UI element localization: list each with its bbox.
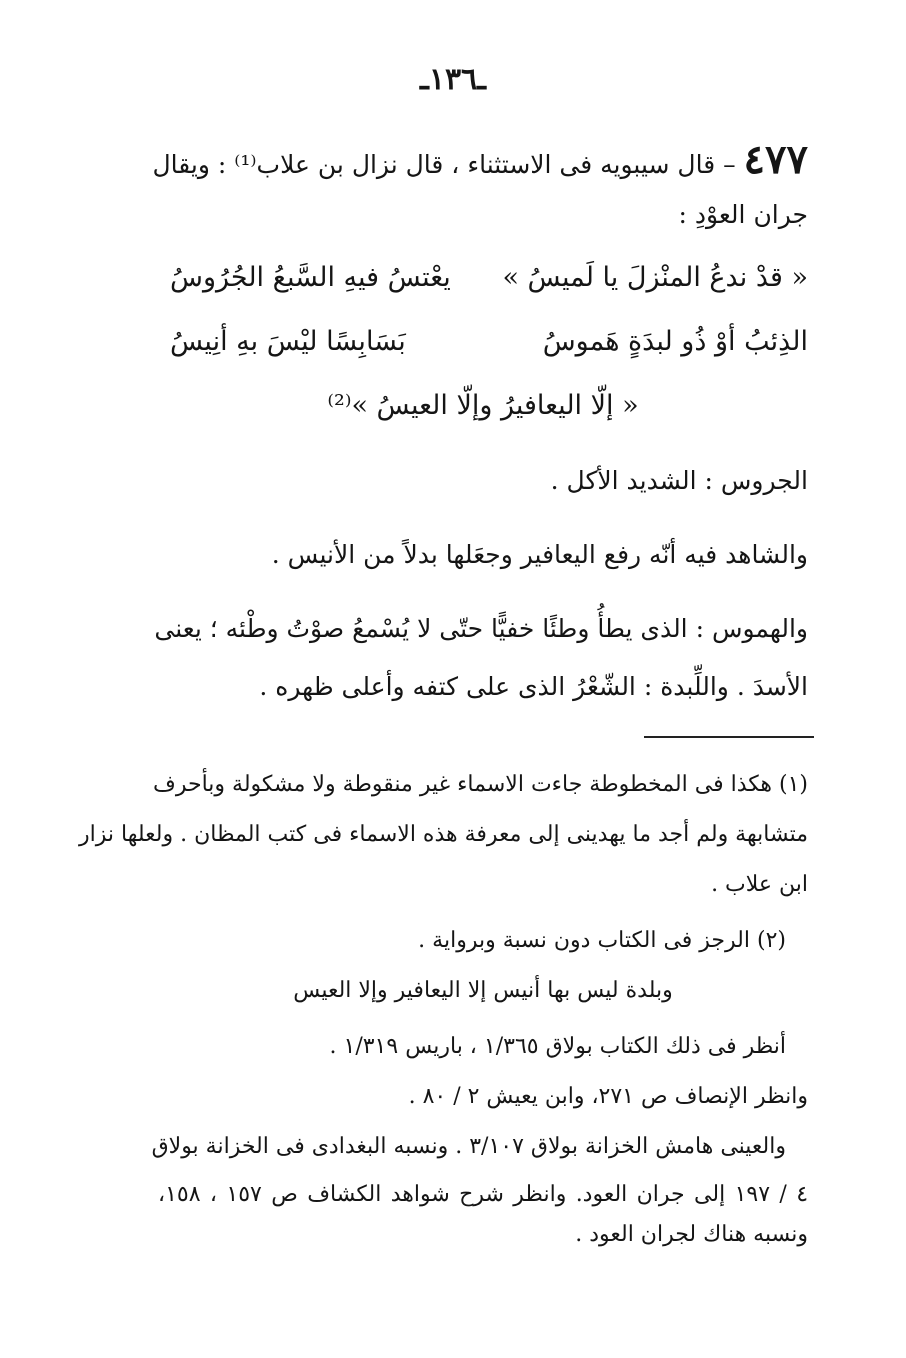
definition-hamus-line-1: والهموس : الذى يطأُ وطئًا خفيًّا حتّى لا يُسْمعُ صوْتُ وطْئه ؛ يعنى [154,614,808,643]
shahid-explanation: والشاهد فيه أنّه رفع اليعافير وجعَلها بدلاً من الأنيس . [271,540,808,569]
definition-jurus: الجروس : الشديد الأكل . [550,466,808,495]
verse-2-first-hemistich: الذِئبُ أوْ ذُو لبدَةٍ هَموسُ [542,326,808,357]
entry-intro-line-1 [152,136,808,184]
footnote-1-line-2: متشابهة ولم أجد ما يهدينى إلى معرفة هذه الاسماء فى كتب المظان . ولعلها نزار [79,822,808,847]
verse-1-first-hemistich: « قدْ ندعُ المنْزلَ يا لَميسُ » [502,262,808,293]
verse-3: « إلّا اليعافيرُ وإلّا العيسُ »⁽²⁾ [327,390,639,421]
footnote-2-verse: وبلدة ليس بها أنيس إلا اليعافير وإلا العيس [293,978,673,1003]
entry-intro-text: – قال سيبويه فى الاستثناء ، قال نزال بن علاب⁽¹⁾ : ويقال [152,150,736,179]
footnote-2-line-6: ٤ / ١٩٧ إلى جران العود. وانظر شرح شواهد الكشاف ص ١٥٧ ، ١٥٨، [158,1182,809,1207]
footnote-1-line-3: ابن علاب . [711,872,808,897]
footnote-separator [644,736,814,738]
footnote-2-line-5: والعينى هامش الخزانة بولاق ٣/١٠٧ . ونسبه البغدادى فى الخزانة بولاق [151,1134,786,1159]
definition-hamus-line-2: الأسدَ . واللِّبدة : الشّعْرُ الذى على كتفه وأعلى ظهره . [259,672,808,701]
footnote-2-line-4: وانظر الإنصاف ص ٢٧١، وابن يعيش ٢ / ٨٠ . [408,1084,808,1109]
entry-intro-line-2: جران العوْدِ : [678,200,808,229]
footnote-2-line-1: (٢) الرجز فى الكتاب دون نسبة وبرواية . [418,928,786,953]
footnote-2-line-7: ونسبه هناك لجران العود . [575,1222,808,1247]
footnote-1-line-1: (١) هكذا فى المخطوطة جاءت الاسماء غير منقوطة ولا مشكولة وبأحرف [153,772,808,797]
page-number: ـ١٣٦ـ [420,62,486,97]
entry-number: ٤٧٧ [743,136,808,183]
verse-2-second-hemistich: بَسَابِسًا ليْسَ بهِ أنِيسُ [170,326,406,357]
footnote-2-line-3: أنظر فى ذلك الكتاب بولاق ١/٣٦٥ ، باريس ١/٣١٩ . [329,1034,786,1059]
verse-1-second-hemistich: يعْتسُ فيهِ السَّبعُ الجُرُوسُ [170,262,451,293]
